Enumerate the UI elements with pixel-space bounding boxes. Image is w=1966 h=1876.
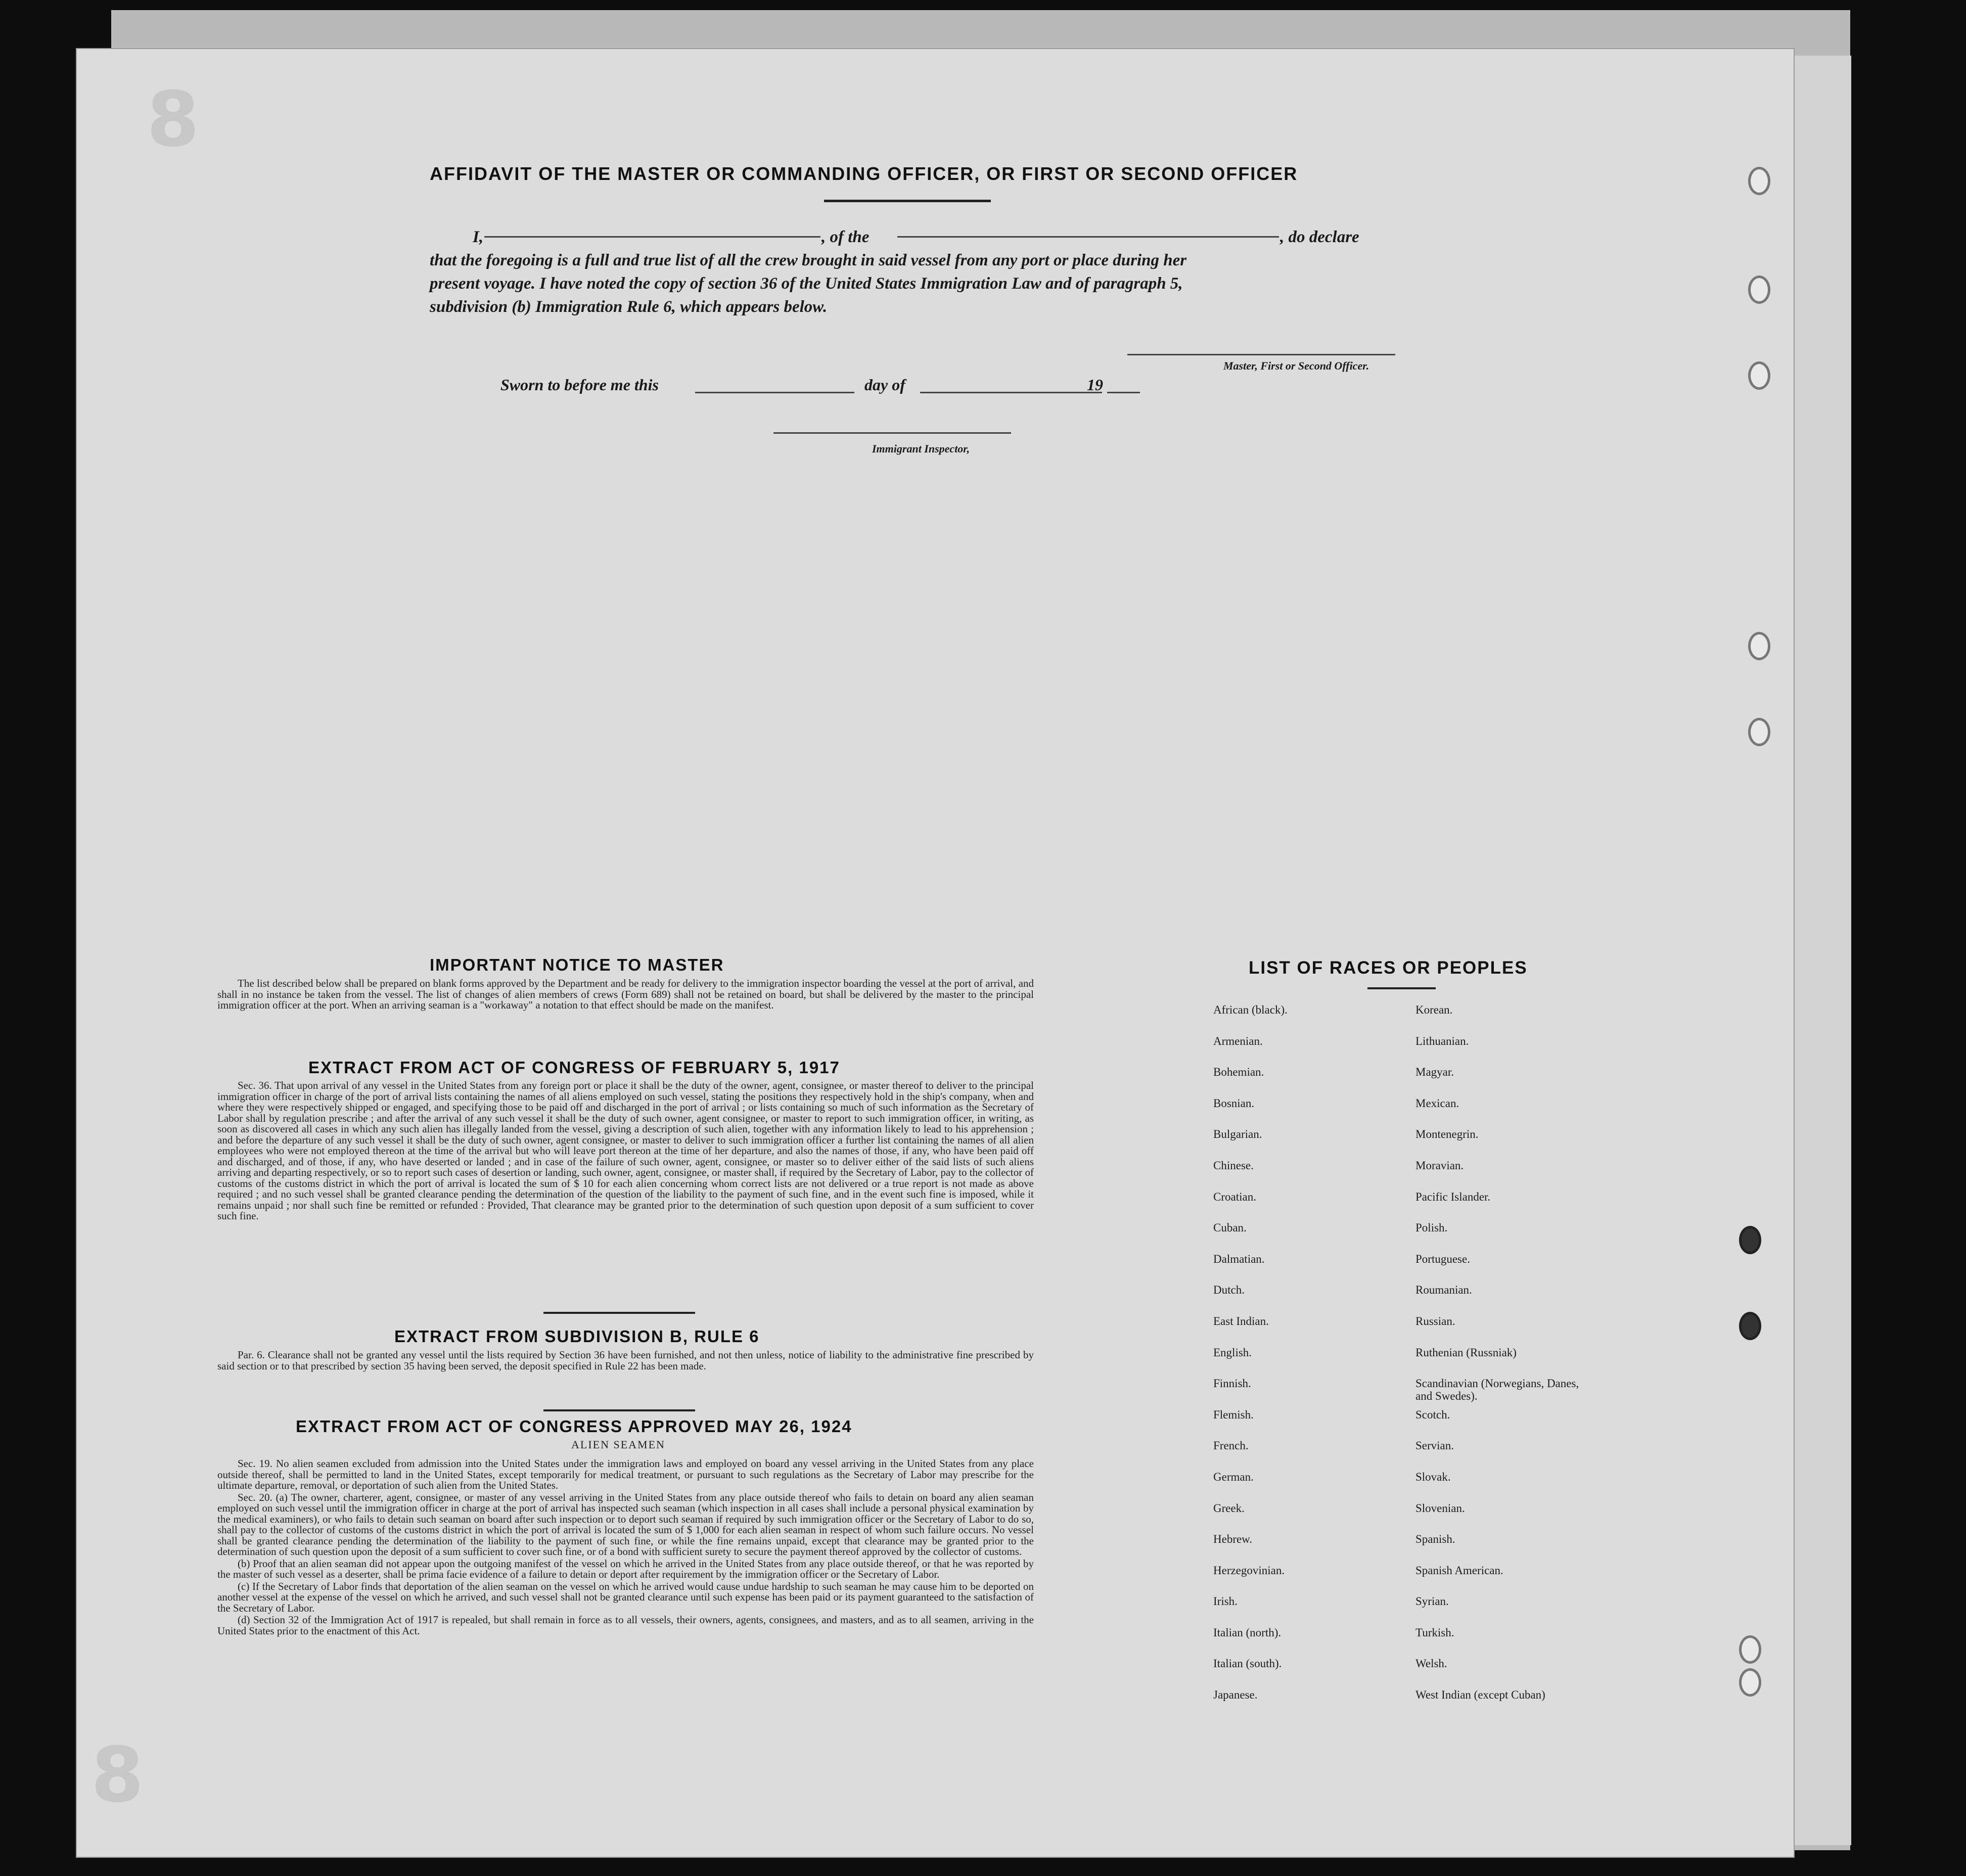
race-item: African (black).	[1213, 1003, 1288, 1016]
title-underline	[824, 200, 991, 202]
sworn-year: 19	[1087, 376, 1103, 394]
binder-hole	[1748, 167, 1770, 195]
extract-1924-title: EXTRACT FROM ACT OF CONGRESS APPROVED MAY 26, 1924	[296, 1417, 852, 1436]
race-item: Montenegrin.	[1415, 1128, 1479, 1141]
race-item: Roumanian.	[1415, 1284, 1472, 1297]
race-item: Scotch.	[1415, 1408, 1450, 1421]
inspector-caption: Immigrant Inspector,	[872, 442, 970, 455]
race-item: Mexican.	[1415, 1096, 1459, 1110]
race-item: Spanish.	[1415, 1533, 1455, 1546]
binder-hole	[1748, 632, 1770, 660]
race-item: Greek.	[1213, 1501, 1245, 1515]
race-item: East Indian.	[1213, 1314, 1269, 1328]
race-item: Magyar.	[1415, 1066, 1454, 1079]
extract-1917-text: Sec. 36. That upon arrival of any vessel in the United States from any foreign port or place it shall be the duty of the owner, agent, consignee, or master thereof to deliver to the principal immigration officer in charge of the port of arrival lists containing the names of all aliens employed on such vessel, stating the positions they respectively hold in the ship's company, when and where they were respectively shipped or engaged, and specifying those to be paid off and discharged in the port of arrival ; or lists containing so much of such information as the Secretary of Labor shall by regulation prescribe ; and after the arrival of any such vessel it shall be the duty of such owner, agent consignee, or master to report to such immigration officer, in writing, as soon as discovered all cases in which any such alien has illegally landed from the vessel, giving a description of such alien, together with any information likely to lead to his apprehension ; and before the departure of any such vessel it shall be the duty of such owner, agent consignee, or master to deliver to such immigration officer a further list containing the names of all alien employees who were not employed thereon at the time of the arrival but who will leave port thereon at the time of her departure, and also the names of those, if any, who have been paid off and discharged, and of those, if any, who have deserted or landed ; and in case of the failure of such owner, agent, consignee, or master so to deliver either of the said lists of such aliens arriving and departing respectively, or so to report such cases of desertion or landing, such owner, agent, consignee, or master shall, if required by the Secretary of Labor, pay to the collector of customs of the customs district in which the port of arrival is located the sum of $ 10 for each alien concerning whom correct lists are not delivered or a true report is not made as above required ; and no such vessel shall be granted clearance pending the determination of the question of the liability to the payment of such fine, and in the event such fine is imposed, while it remains unpaid ; nor shall such fine be remitted or refunded : Provided, That clearance may be granted prior to the determination of such question upon deposit of a sum sufficient to cover such fine.	[217, 1079, 1034, 1222]
race-item: Korean.	[1415, 1003, 1453, 1016]
binder-hole	[1739, 1668, 1761, 1697]
race-item: Italian (north).	[1213, 1626, 1282, 1639]
races-underline	[1367, 987, 1436, 989]
race-item: English.	[1213, 1346, 1252, 1359]
race-item: Turkish.	[1415, 1626, 1454, 1639]
notice-title: IMPORTANT NOTICE TO MASTER	[430, 955, 724, 974]
sworn-day-line	[695, 392, 854, 393]
bleed-through-number: 8	[147, 76, 200, 164]
affidavit-line-3: present voyage. I have noted the copy of section 36 of the United States Immigration Law and of paragraph 5,	[430, 274, 1183, 293]
master-signature-line	[1127, 354, 1395, 355]
race-item: Lithuanian.	[1415, 1034, 1469, 1047]
section-divider	[543, 1312, 695, 1314]
affidavit-line-4: subdivision (b) Immigration Rule 6, which appears below.	[430, 298, 828, 316]
binder-hole	[1748, 361, 1770, 390]
race-item: Chinese.	[1213, 1159, 1254, 1172]
binder-hole	[1748, 276, 1770, 304]
notice-text: The list described below shall be prepared on blank forms approved by the Department and be ready for delivery to the immigration inspector boarding the vessel at the port of arrival, and shall in no instance be taken from the vessel. The list of changes of alien members of crews (Form 689) shall not be retained on board, but shall be delivered by the master to the principal immigration officer at the port. When an arriving seaman is a "workaway" a notation to that effect should be made on the manifest.	[217, 977, 1034, 1011]
vessel-blank-line	[897, 236, 1279, 238]
bleed-through-number: 8	[91, 1731, 144, 1819]
race-item: Polish.	[1415, 1221, 1448, 1234]
sworn-year-line	[1107, 392, 1140, 393]
extract-1917-title: EXTRACT FROM ACT OF CONGRESS OF FEBRUARY 5, 1917	[308, 1058, 840, 1077]
races-right-column	[1415, 1003, 1678, 1720]
inspector-signature-line	[773, 432, 1011, 434]
race-item: German.	[1213, 1470, 1254, 1483]
race-item: Finnish.	[1213, 1377, 1251, 1390]
race-item: Dutch.	[1213, 1284, 1245, 1297]
affidavit-line-2: that the foregoing is a full and true list of all the crew brought in said vessel from any port or place during her	[430, 251, 1187, 269]
race-item: Ruthenian (Russniak)	[1415, 1346, 1517, 1359]
race-item: Herzegovinian.	[1213, 1564, 1285, 1577]
race-item: French.	[1213, 1439, 1249, 1452]
race-item: Scandinavian (Norwegians, Danes, and Swedes).	[1415, 1377, 1579, 1403]
extract-rule6-text: Par. 6. Clearance shall not be granted any vessel until the lists required by Section 36 have been furnished, and not then unless, notice of liability to the administrative fine prescribed by said section or to that prescribed by section 35 having been served, the deposit specified in Rule 22 has been made.	[217, 1349, 1034, 1372]
master-caption: Master, First or Second Officer.	[1223, 359, 1369, 372]
race-item: Japanese.	[1213, 1688, 1258, 1702]
extract-1924-text: Sec. 19. No alien seamen excluded from admission into the United States under the immigration laws and employed on board any vessel arriving in the United States from any place outside thereof, shall be permitted to land in the United States, except temporarily for medical treatment, or pursuant to such regulations as the Secretary of Labor may prescribe for the ultimate departure, removal, or deportation of such alien from the United States. Sec. 20. (a) The owner, charterer, agent, consignee, or master of any vessel arriving in the United States from any place outside thereof who fails to detain on board any alien seaman employed on such vessel until the immigration officer in charge at the port of arrival has inspected such seaman (which inspection in all cases shall include a personal physical examination by the medical examiners), or who fails to detain such seaman on board after such inspection or to deport such seaman if required by such immigration officer or the Secretary of Labor to do so, shall pay to the collector of customs of the customs district in which the port of arrival is located the sum of $ 1,000 for each alien seaman in respect of whom such failure occurs. No vessel shall be granted clearance pending the determination of the liability to the payment of such fine, or while the fine remains unpaid, except that clearance may be granted prior to the determination of such question upon the deposit of a sum sufficient to cover such fine, or of a bond with sufficient surety to secure the payment thereof approved by the collector of customs. (b) Proof that an alien seaman did not appear upon the outgoing manifest of the vessel on which he arrived in the United States from any place outside thereof, or that he was reported by the master of such vessel as a deserter, shall be prima facie evidence of a failure to detain or deport after requirement by the immigration officer or the Secretary of Labor. (c) If the Secretary of Labor finds that deportation of the alien seaman on the vessel on which he arrived would cause undue hardship to such seaman he may cause him to be deported on another vessel at the expense of the vessel on which he arrived, and such vessel shall not be granted clearance until such expense has been paid or its payment guaranteed to the satisfaction of the Secretary of Labor. (d) Section 32 of the Immigration Act of 1917 is repealed, but shall remain in force as to all vessels, their owners, agents, consignees, and masters, and as to all seamen, arriving in the United States prior to the enactment of this Act.	[217, 1457, 1034, 1637]
underlying-sheet-edge	[1790, 56, 1851, 1845]
affidavit-i: I,	[473, 228, 484, 246]
binder-hole	[1739, 1312, 1761, 1340]
affidavit-declare: , do declare	[1280, 228, 1359, 246]
races-title: LIST OF RACES OR PEOPLES	[1249, 958, 1528, 978]
affidavit-title: AFFIDAVIT OF THE MASTER OR COMMANDING OFFICER, OR FIRST OR SECOND OFFICER	[430, 163, 1298, 184]
manifest-back-page	[76, 48, 1795, 1858]
race-item: Slovak.	[1415, 1470, 1451, 1483]
race-item: West Indian (except Cuban)	[1415, 1688, 1545, 1702]
name-blank-line	[484, 236, 820, 238]
race-item: Bohemian.	[1213, 1066, 1264, 1079]
race-item: Spanish American.	[1415, 1564, 1503, 1577]
extract-1924-subtitle: ALIEN SEAMEN	[571, 1438, 665, 1451]
binder-hole	[1739, 1635, 1761, 1664]
race-item: Pacific Islander.	[1415, 1190, 1491, 1203]
race-item: Slovenian.	[1415, 1501, 1465, 1515]
sworn-day-of: day of	[864, 376, 905, 394]
race-item: Moravian.	[1415, 1159, 1464, 1172]
races-left-column	[1213, 1003, 1405, 1720]
binder-hole	[1739, 1226, 1761, 1254]
binder-hole	[1748, 718, 1770, 746]
race-item: Cuban.	[1213, 1221, 1247, 1234]
race-item: Croatian.	[1213, 1190, 1256, 1203]
race-item: Portuguese.	[1415, 1252, 1470, 1265]
race-item: Hebrew.	[1213, 1533, 1253, 1546]
sworn-prefix: Sworn to before me this	[500, 376, 659, 394]
race-item: Dalmatian.	[1213, 1252, 1265, 1265]
affidavit-of-the: , of the	[821, 228, 870, 246]
race-item: Flemish.	[1213, 1408, 1254, 1421]
race-item: Irish.	[1213, 1595, 1238, 1608]
race-item: Syrian.	[1415, 1595, 1449, 1608]
race-item: Russian.	[1415, 1314, 1455, 1328]
sworn-month-line	[920, 392, 1102, 393]
race-item: Servian.	[1415, 1439, 1454, 1452]
race-item: Bulgarian.	[1213, 1128, 1262, 1141]
race-item: Welsh.	[1415, 1657, 1447, 1670]
section-divider	[543, 1409, 695, 1411]
race-item: Italian (south).	[1213, 1657, 1282, 1670]
race-item: Armenian.	[1213, 1034, 1263, 1047]
race-item: Bosnian.	[1213, 1096, 1255, 1110]
extract-rule6-title: EXTRACT FROM SUBDIVISION B, RULE 6	[394, 1327, 760, 1346]
